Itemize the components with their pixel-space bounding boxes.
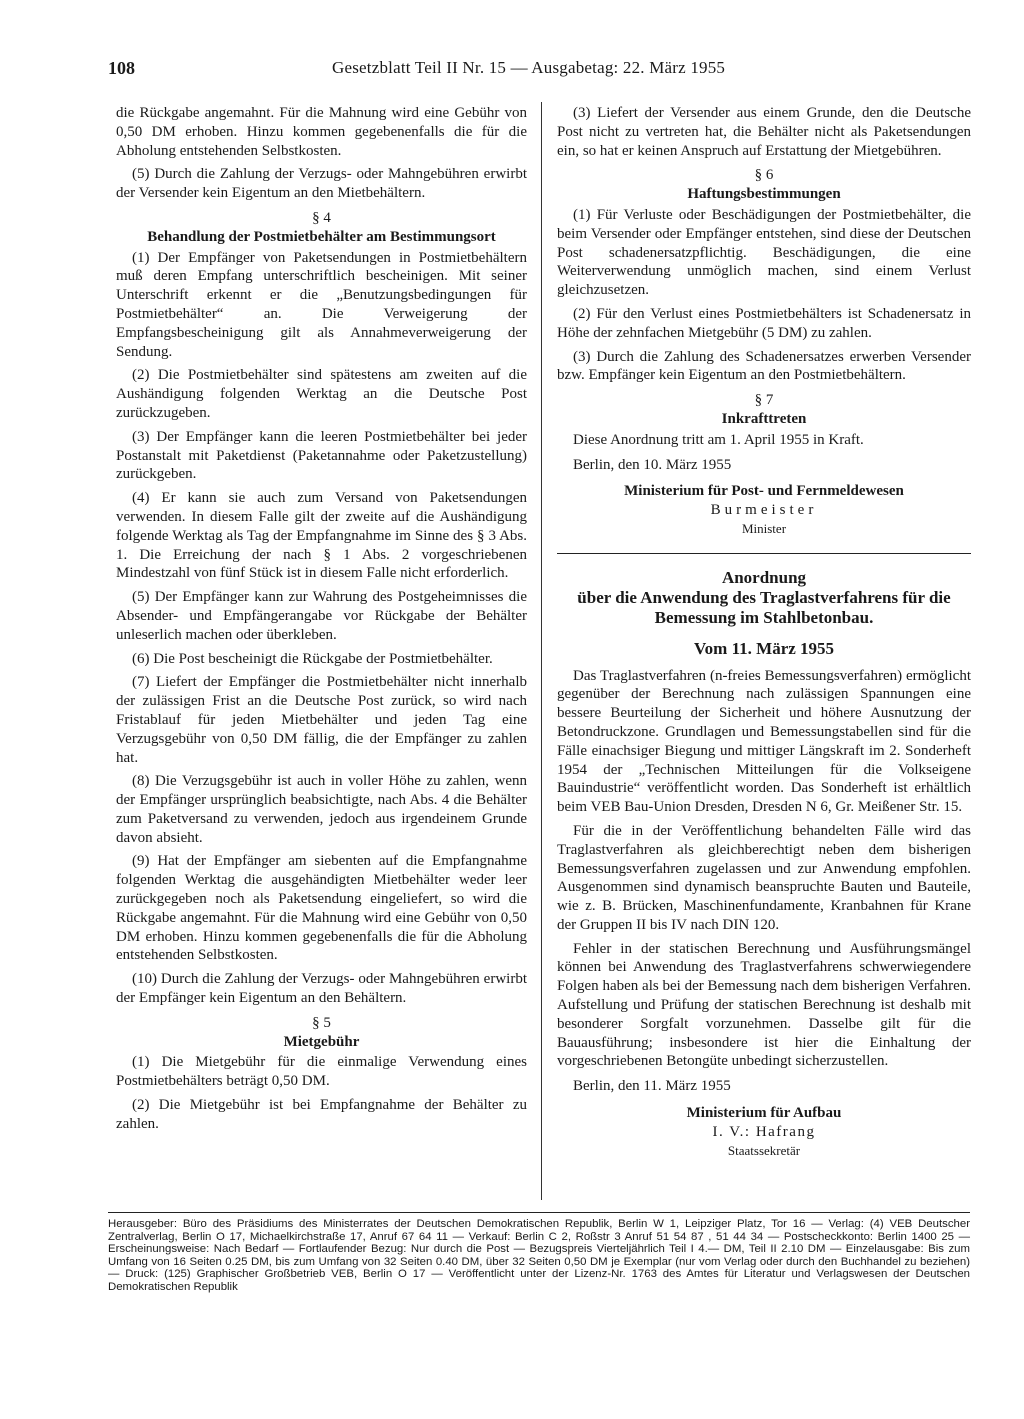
paragraph: Für die in der Veröffentlichung behandelten Fälle wird das Traglastverfahren als gleichberechtigt neben dem bisherigen Bemessungsverfahren zugelassen und zur Anwendung empfohlen. Ausgenommen sind dynamisch beanspruchte Bauten und Bauteile, wie z. B. Brücken, Maschinenfundamente, Kranbahnen für Krane der Gruppen II bis IV nach DIN 120. (557, 822, 971, 933)
paragraph: (2) Die Mietgebühr ist bei Empfangnahme der Behälter zu zahlen. (116, 1097, 527, 1132)
section-number: § 6 (754, 167, 774, 184)
section-title: Mietgebühr (283, 1033, 360, 1050)
paragraph: (3) Liefert der Versender aus einem Grunde, den die Deutsche Post nicht zu vertreten hat, die Behälter nicht als Paketsendungen ein, so hat er keinen Anspruch auf Erstattung der Mietgebühren. (557, 105, 971, 159)
paragraph: Das Traglastverfahren (n-freies Bemessungsverfahren) ermöglicht gegenüber der Berechnung nach zulässigen Spannungen eine bessere Beurteilung der Sicherheit und höhere Ausnutzung der Betondruckzone. Grundlagen und Bemessungstabellen sind für die Fälle einachsiger Biegung und mittiger Längskraft im 2. Sonderheft 1954 der „Technischen Mitteilungen für die Volkseigene Bauindustrie“ veröffentlicht worden. Das Sonderheft ist erhältlich beim VEB Bau-Union Dresden, Dresden N 6, Gr. Meißener Str. 15. (557, 667, 971, 816)
ordinance-date: Vom 11. März 1955 (693, 638, 835, 658)
paragraph: (3) Der Empfänger kann die leeren Postmietbehälter bei jeder Postanstalt mit Paketdienst (Paketannahme oder Paketzustellung) zurückgeben. (116, 428, 527, 483)
paragraph: (7) Liefert der Empfänger die Postmietbehälter nicht innerhalb der zulässigen Frist an die Deutsche Post zurück, so wird nach Fristablauf für jeden Mietbehälter und jeden Tag eine Verzugsgebühr von 0,50 DM fällig, die der Empfänger zu zahlen hat. (116, 674, 527, 766)
paragraph: (3) Durch die Zahlung des Schadenersatzes erwerben Versender bzw. Empfänger kein Eigentum an den Postmietbehältern. (557, 348, 971, 384)
ministry-name: Ministerium für Post- und Fernmeldewesen (624, 483, 904, 500)
paragraph: (9) Hat der Empfänger am siebenten auf die Empfangnahme folgenden Werktag die ausgehändigten Mietbehälter weder leer zurückgegeben noch als Paketsendung eingeliefert, so wird die Rückgabe angemahnt. Für die Mahnung wird eine Gebühr von 0,50 DM erhoben. Hinzu kommen gegebenenfalls die für die Abholung entstehenden Selbstkosten. (116, 853, 527, 964)
page-number: 108 (108, 58, 135, 78)
paragraph: (6) Die Post bescheinigt die Rückgabe der Postmietbehälter. (132, 650, 493, 667)
paragraph: Fehler in der statischen Berechnung und Ausführungsmängel können bei Anwendung des Traglastverfahrens schwerwiegendere Folgen haben als bei der Bemessung nach dem bisherigen Verfahren. Aufstellung und Prüfung der statischen Berechnung ist deshalb mit besonderer Sorgfalt vorzunehmen. Dasselbe gilt für die Bauausführung; insbesondere ist hier die Einhaltung der vorgeschriebenen Betongüte unbedingt sicherzustellen. (557, 940, 971, 1070)
place-date: Berlin, den 11. März 1955 (573, 1078, 731, 1095)
paragraph: (1) Die Mietgebühr für die einmalige Verwendung eines Postmietbehälters beträgt 0,50 DM. (116, 1054, 527, 1090)
place-date: Berlin, den 10. März 1955 (573, 456, 732, 473)
column-divider (541, 102, 542, 1200)
ministry-name: Ministerium für Aufbau (686, 1105, 842, 1122)
section-title: Haftungsbestimmungen (687, 186, 841, 203)
left-column (116, 104, 527, 1139)
paragraph: (1) Der Empfänger von Paketsendungen in Postmietbehältern muß deren Empfang unterschriftlich bescheinigen. Mit seiner Unterschrift erkennt er die „Benutzungsbedingungen für Postmietbehälter“ an. Die Verweigerung der Empfangsbescheinigung gilt als Annahmeverweigerung der Sendung. (116, 249, 527, 360)
section-rule (557, 553, 971, 554)
section-number: § 4 (312, 209, 331, 226)
paragraph: die Rückgabe angemahnt. Für die Mahnung wird eine Gebühr von 0,50 DM erhoben. Hinzu kommen gegebenenfalls die für die Abholung entstehenden Selbstkosten. (116, 105, 527, 159)
signatory-name: Burmeister (710, 502, 818, 519)
imprint-footer: Herausgeber: Büro des Präsidiums des Ministerrates der Deutschen Demokratischen Republik, Berlin W 1, Leipziger Platz, Tor 16 — Verlag: (4) VEB Deutscher Zentralverlag, Berlin O 17, Michaelkirchstraße 17, Anruf 67 64 11 — Verkauf: Berlin C 2, Roßstr 3 Anruf 51 54 87 , 51 44 34 — Postscheckkonto: Berlin 1400 25 — Erscheinungsweise: Nach Bedarf — Fortlaufender Bezug: Nur durch die Post — Bezugspreis Vierteljährlich Teil I 4.— DM, Teil II 2.10 DM — Einzelausgabe: Bis zum Umfang von 16 Seiten 0.25 DM, bis zum Umfang von 32 Seiten 0.40 DM, über 32 Seiten 0,50 DM je Exemplar (nur vom Verlag oder durch den Buchhandel zu beziehen) — Druck: (125) Graphischer Großbetrieb VEB, Berlin O 17 — Veröffentlicht unter der Lizenz-Nr. 1763 des Amtes für Literatur und Verlagswesen der Deutschen Demokratischen Republik (108, 1218, 970, 1293)
ordinance-subtitle: über die Anwendung des Traglastverfahrens für die Bemessung im Stahlbetonbau. (577, 587, 951, 627)
section-title: Inkrafttreten (721, 410, 807, 427)
paragraph: (2) Die Postmietbehälter sind spätestens am zweiten auf die Aushändigung folgenden Werktag an die Deutsche Post zurückzugeben. (116, 367, 527, 421)
right-column (557, 104, 971, 1160)
paragraph: (5) Der Empfänger kann zur Wahrung des Postgeheimnisses die Absender- und Empfängerangabe vor Rückgabe der Behälter unleserlich machen oder überkleben. (116, 589, 527, 643)
ordinance-title: Anordnung (721, 567, 807, 587)
section-number: § 7 (754, 392, 774, 409)
running-title: Gesetzblatt Teil II Nr. 15 — Ausgabetag: 22. März 1955 (332, 58, 726, 77)
page-header (108, 58, 970, 82)
signatory-role: Staatssekretär (727, 1142, 801, 1158)
signatory-name: I. V.: Hafrang (712, 1123, 816, 1140)
paragraph: (5) Durch die Zahlung der Verzugs- oder Mahngebühren erwirbt der Versender kein Eigentum an den Mietbehältern. (116, 166, 527, 202)
section-title: Behandlung der Postmietbehälter am Bestimmungsort (147, 228, 496, 245)
paragraph: (1) Für Verluste oder Beschädigungen der Postmietbehälter, die beim Versender oder Empfänger entstehen, sind diese der Deutschen Post schadenersatzpflichtig. Beschädigungen, die eine Weiterverwendung unmöglich machen, sind einem Verlust gleichzusetzen. (557, 206, 971, 299)
signatory-role: Minister (741, 520, 787, 536)
paragraph: (4) Er kann sie auch zum Versand von Paketsendungen verwenden. In diesem Falle gilt der zweite auf die Aushändigung folgende Werktag als Tag der Empfangnahme im Sinne des § 3 Abs. 1. Die Erreichung der nach § 1 Abs. 2 vorgeschriebenen Mindestzahl von fünf Stück ist in diesem Falle nicht erforderlich. (116, 490, 527, 582)
paragraph: (8) Die Verzugsgebühr ist auch in voller Höhe zu zahlen, wenn der Empfänger ursprünglich beabsichtigte, nach Abs. 4 die Behälter zum Paketversand zu verwenden, jedoch aus irgendeinem Grunde davon absieht. (116, 773, 527, 846)
footer-rule (108, 1212, 970, 1213)
paragraph: (2) Für den Verlust eines Postmietbehälters ist Schadenersatz in Höhe der zehnfachen Mietgebühr (5 DM) zu zahlen. (557, 305, 971, 341)
section-number: § 5 (312, 1014, 331, 1031)
paragraph: Diese Anordnung tritt am 1. April 1955 in Kraft. (573, 431, 864, 448)
paragraph: (10) Durch die Zahlung der Verzugs- oder Mahngebühren erwirbt der Empfänger kein Eigentum an den Behältern. (116, 971, 527, 1007)
